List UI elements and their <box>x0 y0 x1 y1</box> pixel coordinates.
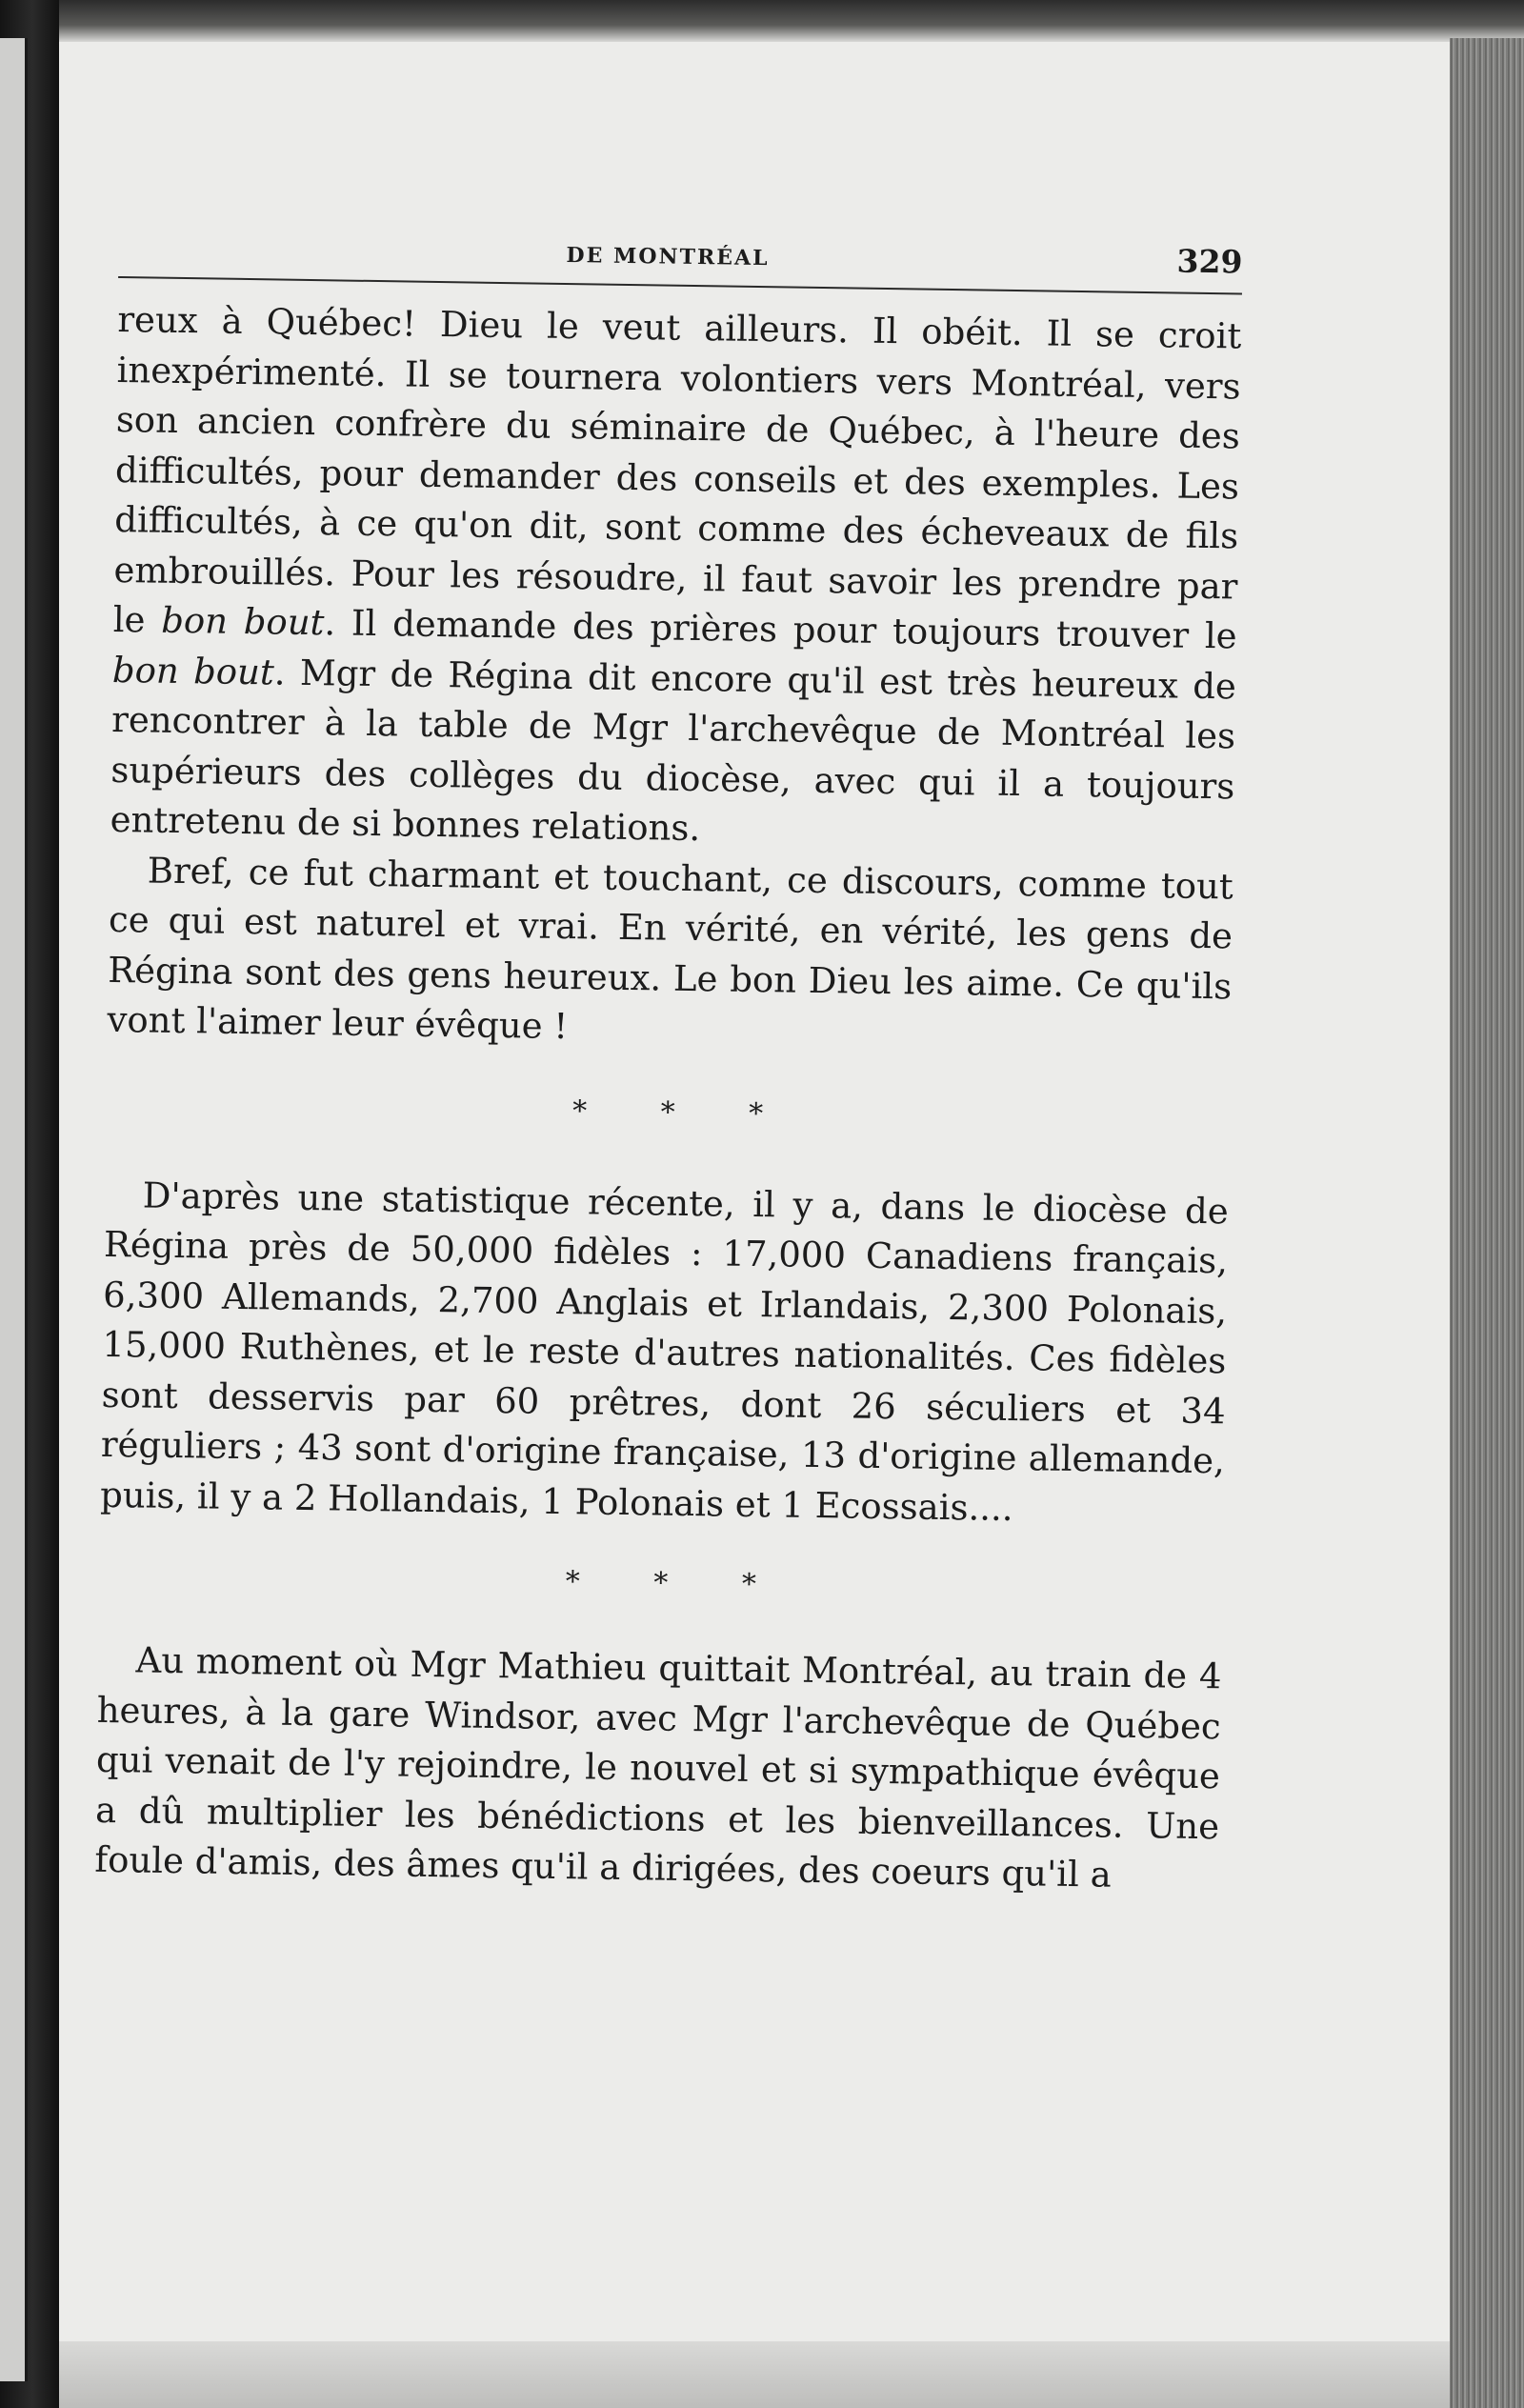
section-separator: * * * <box>572 1094 796 1132</box>
italic-phrase: bon bout <box>160 599 325 644</box>
paragraph-text: reux à Québec! Dieu le veut ailleurs. Il obéit. Il se croit inexpérimenté. Il se tournera volontiers vers Montréal, vers son ancien confrère du séminaire de Québec, à l'heure des difficultés, pour demander des conseils et des exemples. Les difficultés, à ce qu'on dit, sont comme des écheveaux de fils embrouillés. Pour les résoudre, il faut savoir les prendre par le <box>112 298 1242 641</box>
previous-page-edge <box>0 38 28 2381</box>
running-title: DE MONTRÉAL <box>566 242 770 271</box>
paragraph-text: . Il demande des prières pour toujours trouver le <box>324 602 1237 657</box>
paragraph-bref: Bref, ce fut charmant et touchant, ce discours, comme tout ce qui est naturel et vrai. En vérité, en vérité, les gens de Régina sont des gens heureux. Le bon Dieu les aime. Ce qu'ils vont l'aimer leur évêque ! <box>107 850 1234 1048</box>
paragraph-departure: Au moment où Mgr Mathieu quittait Montréal, au train de 4 heures, à la gare Windsor, avec Mgr l'archevêque de Québec qui venait de l'y rejoindre, le nouvel et si sympathique évêque a dû multiplier les bénédictions et les bienveillances. Une foule d'amis, des âmes qu'il a dirigées, des coeurs qu'il a <box>94 1639 1222 1896</box>
page-edge-stack <box>1450 38 1524 2408</box>
paragraph-text: . Mgr de Régina dit encore qu'il est très heureux de rencontrer à la table de Mgr l'archevêque de Montréal les supérieurs des collèges du diocèse, avec qui il a toujours entretenu de si bonnes relations. <box>110 651 1237 850</box>
paragraph-continued <box>110 295 1241 862</box>
top-shadow <box>59 0 1524 42</box>
bottom-shade <box>59 2341 1450 2408</box>
page-content <box>94 219 1243 1902</box>
paragraph-statistics: D'après une statistique récente, il y a, dans le diocèse de Régina près de 50,000 fidèles : 17,000 Canadiens français, 6,300 Allemands, 2,700 Anglais et Irlandais, 2,300 Polonais, 15,000 Ruthènes, et le reste d'autres nationalités. Ces fidèles sont desservis par 60 prêtres, dont 26 séculiers et 34 réguliers ; 43 sont d'origine française, 13 d'origine allemande, puis, il y a 2 Hollandais, 1 Polonais et 1 Ecossais.... <box>99 1174 1229 1529</box>
page-number: 329 <box>1176 242 1243 281</box>
italic-phrase: bon bout <box>111 649 275 692</box>
section-separator: * * * <box>565 1565 790 1602</box>
